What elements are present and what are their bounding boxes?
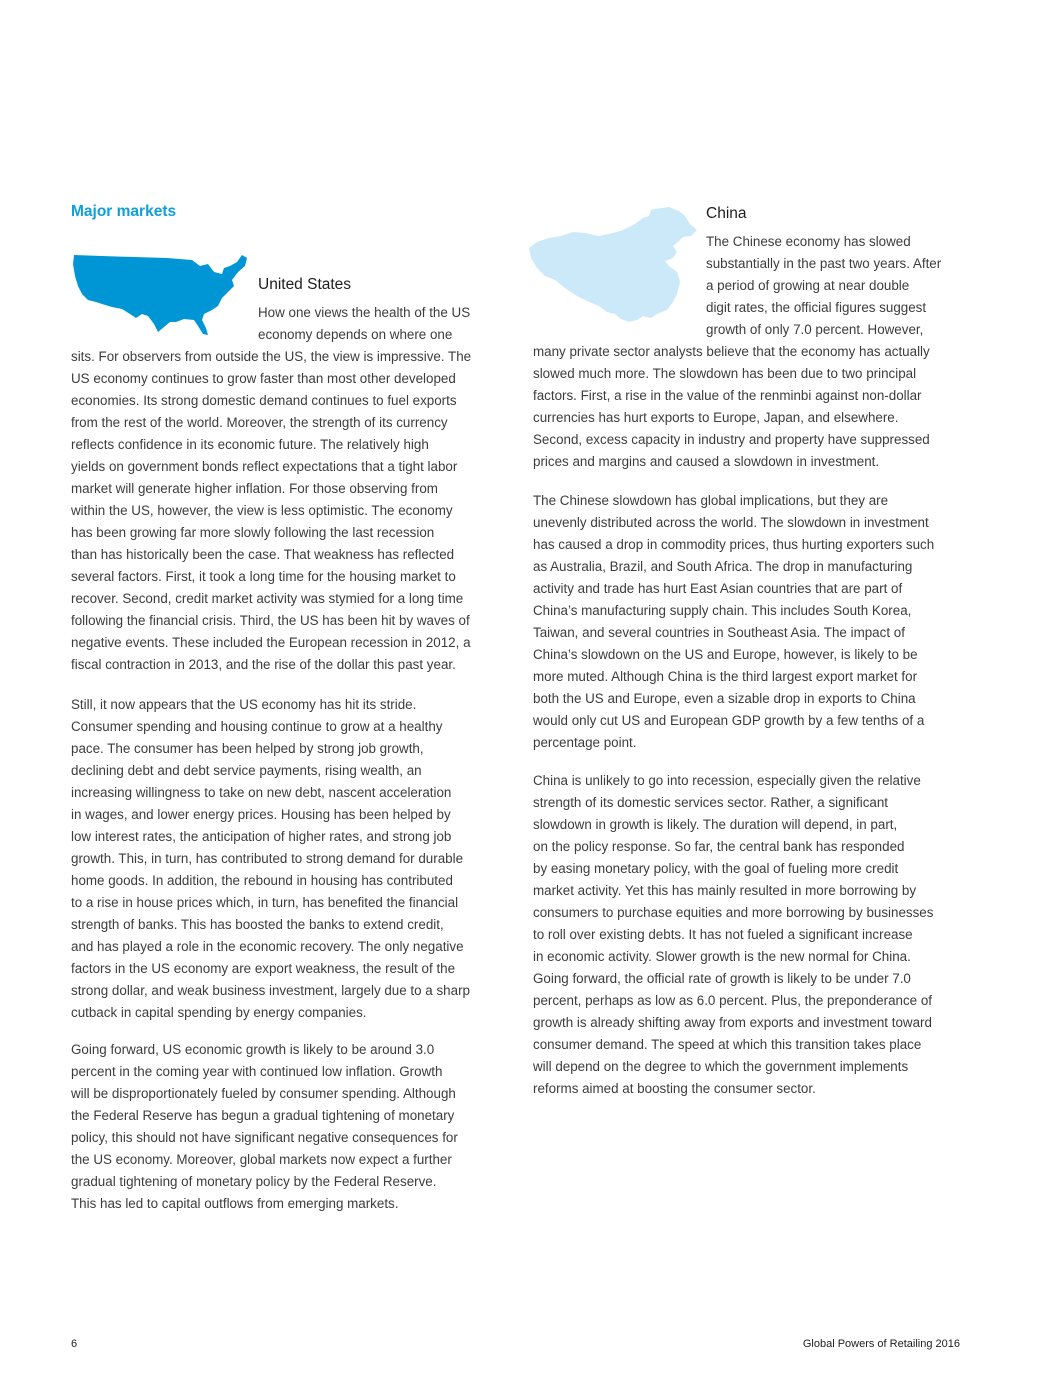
- china-paragraph-1: [533, 341, 973, 473]
- text-line: fiscal contraction in 2013, and the rise of the dollar this past year.: [71, 657, 456, 672]
- text-line: to a rise in house prices which, in turn, has benefited the financial: [71, 895, 459, 910]
- china-intro: [706, 231, 971, 341]
- text-line: US economy continues to grow faster than most other developed: [71, 371, 456, 386]
- text-line: consumer demand. The speed at which this transition takes place: [533, 1037, 922, 1052]
- us-body-2: [71, 694, 511, 1024]
- text-line: Consumer spending and housing continue to grow at a healthy: [71, 719, 443, 734]
- text-line: has been growing far more slowly following the last recession: [71, 525, 435, 540]
- us-intro: [258, 302, 508, 346]
- text-line: unevenly distributed across the world. The slowdown in investment: [533, 515, 929, 530]
- us-paragraph-2: [71, 694, 511, 1024]
- text-line: economy depends on where one: [258, 327, 453, 342]
- text-line: consumers to purchase equities and more borrowing by businesses: [533, 905, 934, 920]
- text-line: will be disproportionately fueled by consumer spending. Although: [71, 1086, 456, 1101]
- text-line: from the rest of the world. Moreover, the strength of its currency: [71, 415, 448, 430]
- text-line: gradual tightening of monetary policy by the Federal Reserve.: [71, 1174, 437, 1189]
- text-line: currencies has hurt exports to Europe, Japan, and elsewhere.: [533, 410, 899, 425]
- text-line: China’s manufacturing supply chain. This includes South Korea,: [533, 603, 912, 618]
- text-line: activity and trade has hurt East Asian countries that are part of: [533, 581, 903, 596]
- footer-title: Global Powers of Retailing 2016: [802, 1338, 960, 1350]
- text-line: Going forward, US economic growth is likely to be around 3.0: [71, 1042, 435, 1057]
- text-line: within the US, however, the view is less optimistic. The economy: [71, 503, 453, 518]
- text-line: prices and margins and caused a slowdown in investment.: [533, 454, 880, 469]
- text-line: many private sector analysts believe that the economy has actually: [533, 344, 930, 359]
- us-heading: United States: [258, 276, 352, 293]
- text-line: growth is already shifting away from exports and investment toward: [533, 1015, 932, 1030]
- page-number: 6: [71, 1338, 78, 1350]
- text-line: digit rates, the official figures suggest: [706, 300, 927, 315]
- text-line: growth. This, in turn, has contributed to strong demand for durable: [71, 851, 464, 866]
- us-body: [71, 346, 511, 676]
- text-line: the US economy. Moreover, global markets now expect a further: [71, 1152, 452, 1167]
- usa-map-icon: [72, 252, 250, 336]
- text-line: cutback in capital spending by energy companies.: [71, 1005, 367, 1020]
- text-line: economies. Its strong domestic demand continues to fuel exports: [71, 393, 457, 408]
- text-line: on the policy response. So far, the central bank has responded: [533, 839, 905, 854]
- text-line: Second, excess capacity in industry and property have suppressed: [533, 432, 930, 447]
- china-intro-paragraph: [706, 231, 971, 341]
- text-line: percent in the coming year with continued low inflation. Growth: [71, 1064, 443, 1079]
- text-line: declining debt and debt service payments, rising wealth, an: [71, 763, 422, 778]
- text-line: Still, it now appears that the US economy has hit its stride.: [71, 697, 417, 712]
- china-map-shape: [529, 207, 697, 322]
- text-line: recover. Second, credit market activity was stymied for a long time: [71, 591, 464, 606]
- text-line: market will generate higher inflation. For those observing from: [71, 481, 438, 496]
- section-title: Major markets: [71, 203, 177, 220]
- text-line: has caused a drop in commodity prices, thus hurting exporters such: [533, 537, 935, 552]
- us-paragraph-1: [71, 346, 511, 676]
- text-line: The Chinese slowdown has global implications, but they are: [533, 493, 889, 508]
- text-line: policy, this should not have significant negative consequences for: [71, 1130, 458, 1145]
- text-line: factors. First, a rise in the value of the renminbi against non-dollar: [533, 388, 922, 403]
- text-line: in wages, and lower energy prices. Housing has been helped by: [71, 807, 451, 822]
- text-line: than has historically been the case. That weakness has reflected: [71, 547, 455, 562]
- text-line: will depend on the degree to which the government implements: [533, 1059, 909, 1074]
- text-line: would only cut US and European GDP growth by a few tenths of a: [533, 713, 925, 728]
- text-line: strength of banks. This has boosted the banks to extend credit,: [71, 917, 444, 932]
- china-body-3: [533, 770, 973, 1100]
- us-body-3: [71, 1039, 511, 1215]
- text-line: increasing willingness to take on new debt, nascent acceleration: [71, 785, 452, 800]
- text-line: China is unlikely to go into recession, especially given the relative: [533, 773, 921, 788]
- text-line: China’s slowdown on the US and Europe, however, is likely to be: [533, 647, 918, 662]
- us-intro-paragraph: [258, 302, 508, 346]
- text-line: to roll over existing debts. It has not fueled a significant increase: [533, 927, 913, 942]
- text-line: yields on government bonds reflect expectations that a tight labor: [71, 459, 458, 474]
- text-line: a period of growing at near double: [706, 278, 910, 293]
- text-line: in economic activity. Slower growth is the new normal for China.: [533, 949, 911, 964]
- china-map-icon: [527, 206, 699, 328]
- us-paragraph-3: [71, 1039, 511, 1215]
- text-line: several factors. First, it took a long time for the housing market to: [71, 569, 456, 584]
- china-paragraph-3: [533, 770, 973, 1100]
- text-line: by easing monetary policy, with the goal of fueling more credit: [533, 861, 899, 876]
- text-line: as Australia, Brazil, and South Africa. The drop in manufacturing: [533, 559, 913, 574]
- text-line: Taiwan, and several countries in Southeast Asia. The impact of: [533, 625, 905, 640]
- china-body: [533, 341, 973, 473]
- china-body-2: [533, 490, 973, 754]
- china-paragraph-2: [533, 490, 973, 754]
- text-line: Going forward, the official rate of growth is likely to be under 7.0: [533, 971, 911, 986]
- text-line: slowed much more. The slowdown has been due to two principal: [533, 366, 917, 381]
- text-line: more muted. Although China is the third largest export market for: [533, 669, 918, 684]
- text-line: sits. For observers from outside the US, the view is impressive. The: [71, 349, 472, 364]
- text-line: growth of only 7.0 percent. However,: [706, 322, 924, 337]
- text-line: percentage point.: [533, 735, 637, 750]
- text-line: factors in the US economy are export weakness, the result of the: [71, 961, 456, 976]
- text-line: market activity. Yet this has mainly resulted in more borrowing by: [533, 883, 917, 898]
- text-line: low interest rates, the anticipation of higher rates, and strong job: [71, 829, 452, 844]
- text-line: reflects confidence in its economic future. The relatively high: [71, 437, 429, 452]
- text-line: both the US and Europe, even a sizable drop in exports to China: [533, 691, 916, 706]
- text-line: home goods. In addition, the rebound in housing has contributed: [71, 873, 453, 888]
- text-line: and has played a role in the economic recovery. The only negative: [71, 939, 464, 954]
- text-line: percent, perhaps as low as 6.0 percent. Plus, the preponderance of: [533, 993, 932, 1008]
- text-line: strong dollar, and weak business investment, largely due to a sharp: [71, 983, 470, 998]
- text-line: How one views the health of the US: [258, 305, 471, 320]
- text-line: the Federal Reserve has begun a gradual tightening of monetary: [71, 1108, 455, 1123]
- text-line: strength of its domestic services sector. Rather, a significant: [533, 795, 889, 810]
- text-line: slowdown in growth is likely. The duration will depend, in part,: [533, 817, 898, 832]
- text-line: pace. The consumer has been helped by strong job growth,: [71, 741, 424, 756]
- text-line: following the financial crisis. Third, the US has been hit by waves of: [71, 613, 470, 628]
- text-line: reforms aimed at boosting the consumer sector.: [533, 1081, 816, 1096]
- text-line: negative events. These included the European recession in 2012, a: [71, 635, 471, 650]
- usa-map-shape: [73, 255, 247, 335]
- text-line: substantially in the past two years. After: [706, 256, 942, 271]
- text-line: The Chinese economy has slowed: [706, 234, 911, 249]
- text-line: This has led to capital outflows from emerging markets.: [71, 1196, 399, 1211]
- china-heading: China: [706, 205, 747, 222]
